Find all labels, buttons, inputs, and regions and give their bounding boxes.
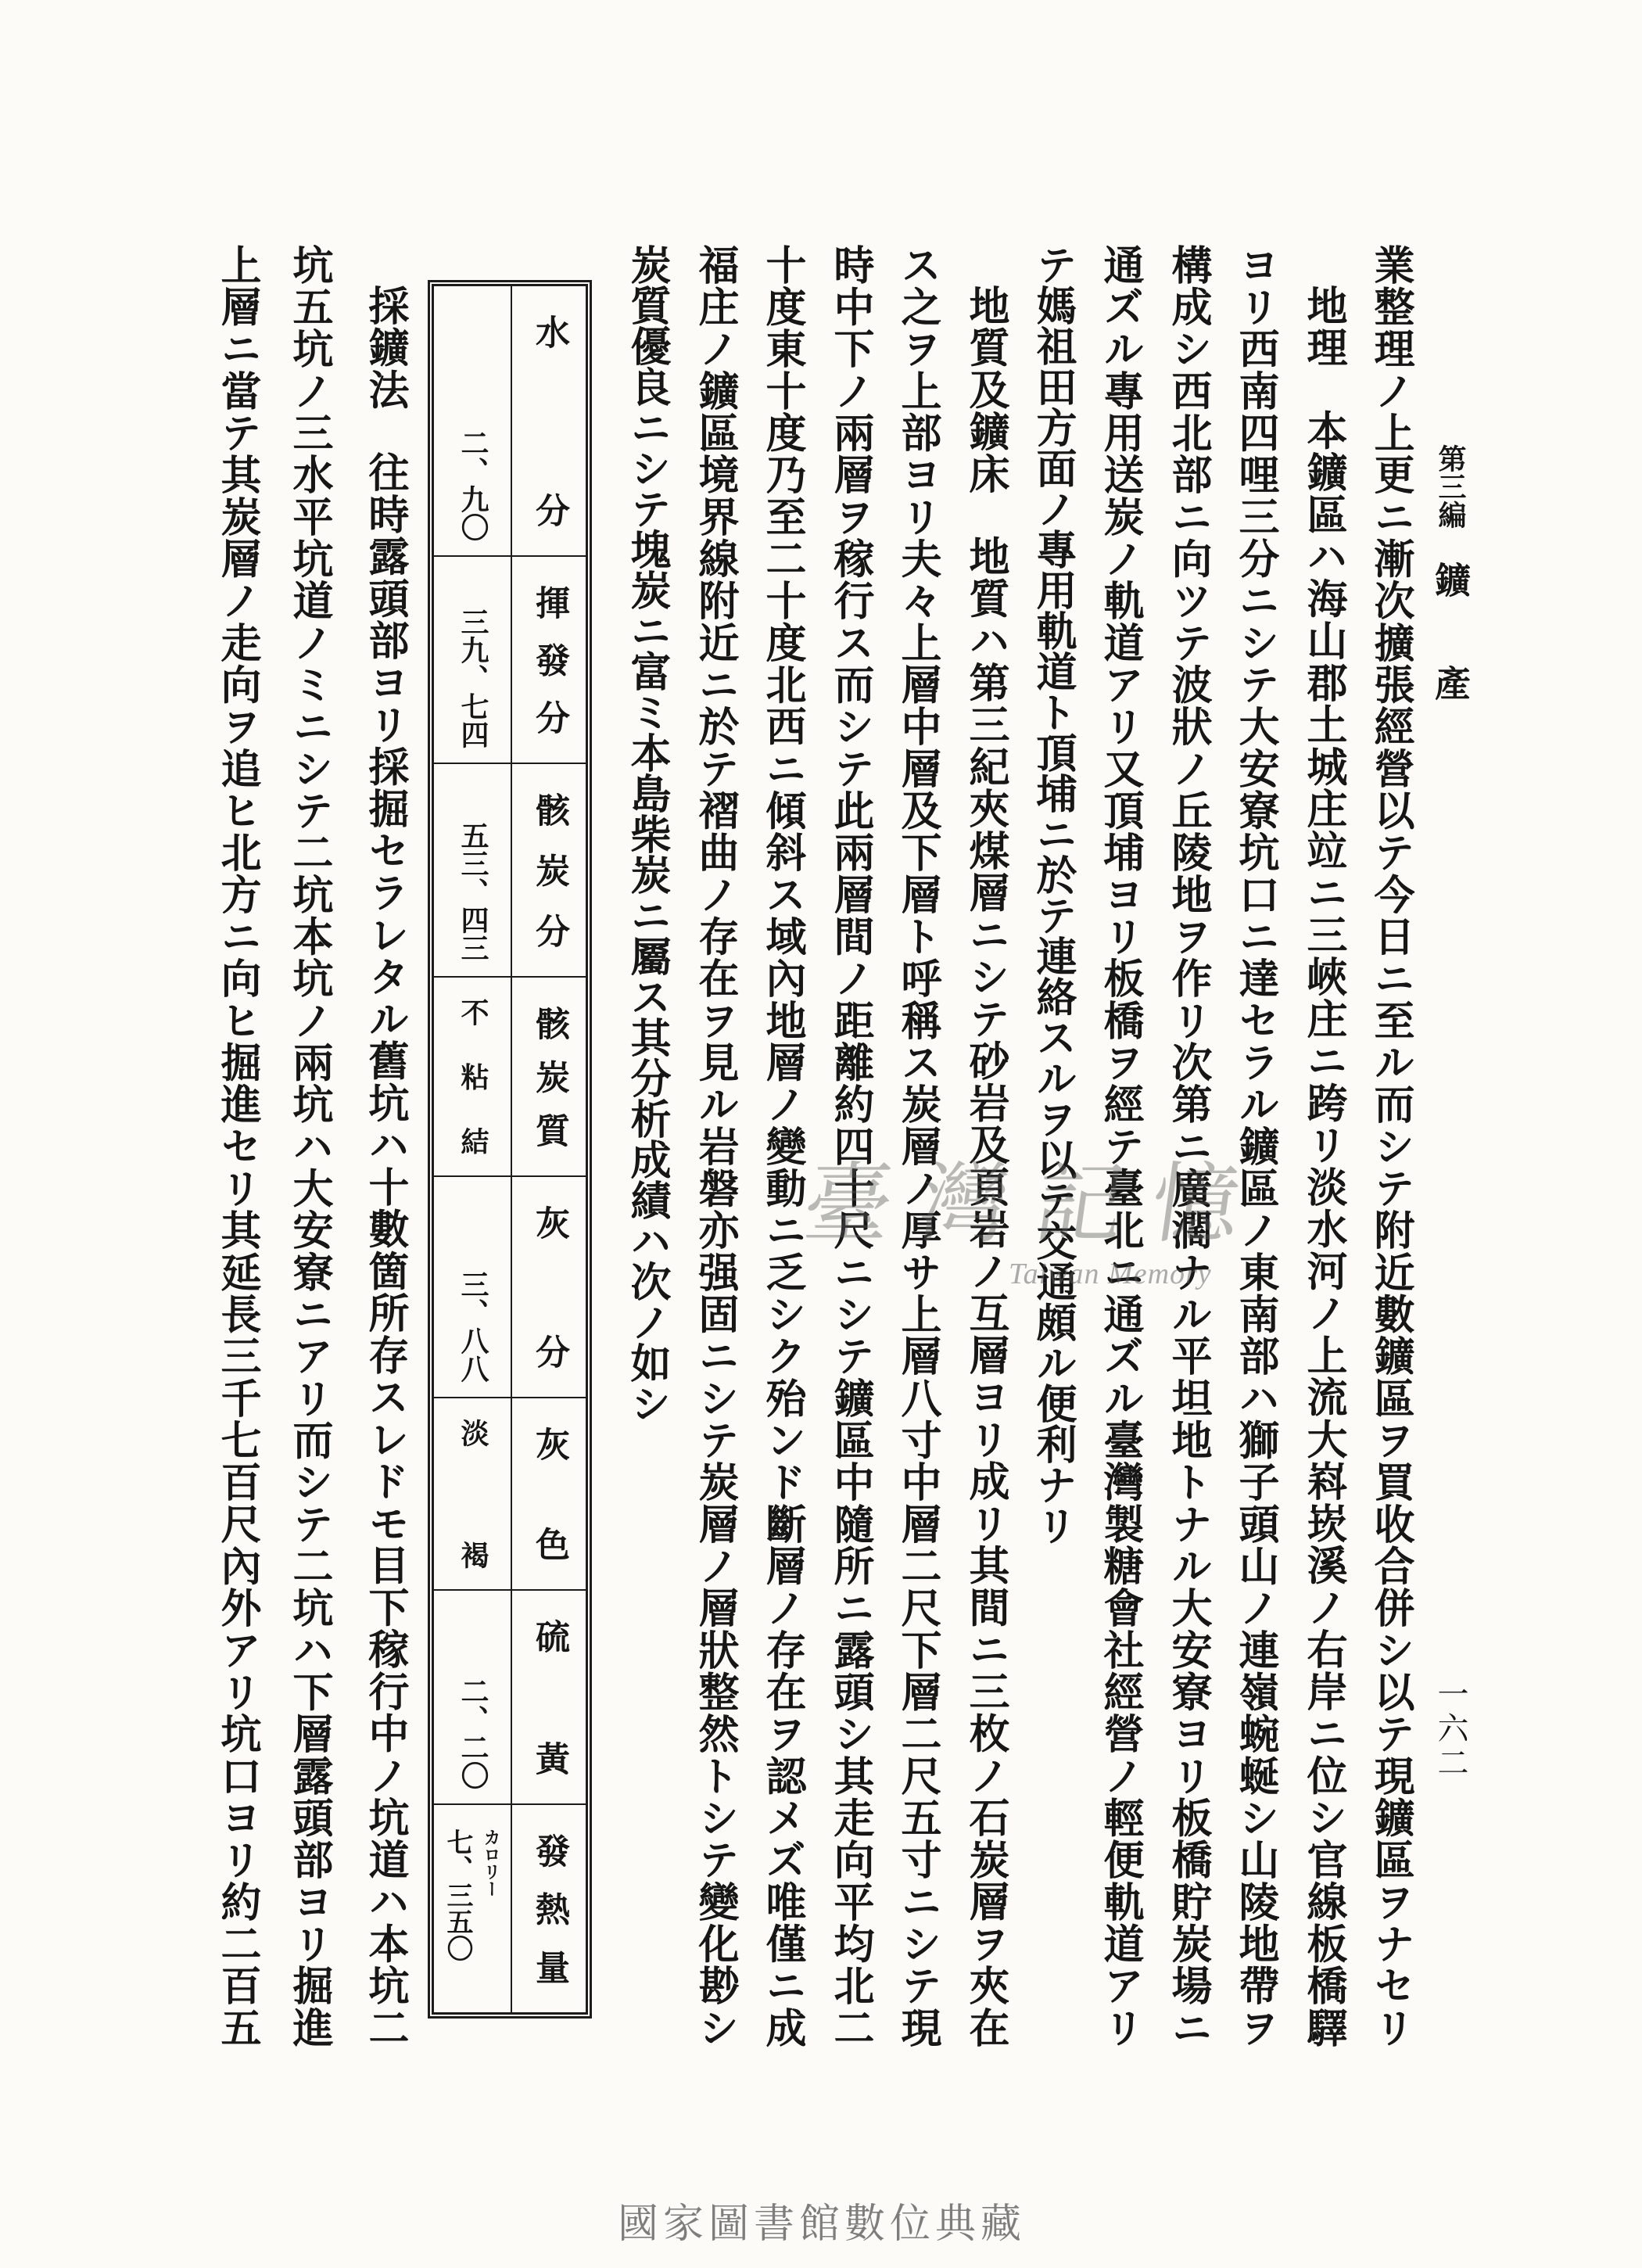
table-row xyxy=(434,557,586,764)
coal-analysis-table xyxy=(428,280,592,2019)
unit-label: カロリー xyxy=(481,1828,501,1897)
text-column: ヨリ西南四哩三分ニシテ大安寮坑口ニ達セラル鑛區ノ東南部ハ獅子頭山ノ連嶺蜿蜒シ山陵地帶ヲ xyxy=(1232,244,1279,2047)
text-column xyxy=(357,244,413,2047)
text-column: テ媽祖田方面ノ專用軌道ト頂埔ニ於テ連絡スルヲ以テ交通頗ル便利ナリ xyxy=(1029,244,1077,1545)
column-text: 本鑛區ハ海山郡土城庄竝ニ三峽庄ニ跨リ淡水河ノ上流大嵙崁溪ノ右岸ニ位シ官線板橋驛 xyxy=(1300,409,1347,2047)
table-row xyxy=(434,764,586,978)
table-row xyxy=(434,1177,586,1398)
text-column: 通ズル專用送炭ノ軌道アリ又頂埔ヨリ板橋ヲ經テ臺北ニ通ズル臺灣製糖會社經營ノ輕便軌道アリ xyxy=(1096,244,1144,2047)
page-number: 一六二 xyxy=(1432,1678,1468,1781)
collection-footer: 國家圖書館數位典藏 xyxy=(618,2201,1027,2248)
table-row xyxy=(434,1591,586,1805)
table-item-value: 五三、四三 xyxy=(457,821,489,962)
text-column: 十度東十度乃至二十度北西ニ傾斜ス域內地層ノ變動ニ乏シク殆ンド斷層ノ存在ヲ認メズ唯僅ニ成 xyxy=(758,244,806,2047)
table-item-value: 三九、七四 xyxy=(457,608,489,748)
table-item-label: 發熱量 xyxy=(511,1805,586,2012)
text-column: 業整理ノ上更ニ漸次擴張經營以テ今日ニ至ル而シテ附近數鑛區ヲ買收合併シ以テ現鑛區ヲナセリ xyxy=(1367,244,1414,2047)
table-item-label: 灰色 xyxy=(511,1398,586,1589)
table-item-label: 水分 xyxy=(511,286,586,555)
table-row xyxy=(434,1805,586,2012)
text-column: 福庄ノ鑛區境界線附近ニ於テ褶曲ノ存在ヲ見ル岩磐亦强固ニシテ炭層ノ層狀整然トシテ變化尠シ xyxy=(691,244,739,2047)
section-heading: 採鑛法 xyxy=(361,285,409,411)
table-row xyxy=(434,978,586,1177)
table-item-value: 七、三五〇 xyxy=(442,1828,473,1961)
chapter-title: 鑛 產 xyxy=(1429,562,1472,716)
table-item-label: 揮發分 xyxy=(511,557,586,763)
text-column: 坑五坑ノ三水平坑道ノミニシテ二坑本坑ノ兩坑ハ大安寮ニアリ而シテ二坑ハ下層露頭部ヨリ掘進 xyxy=(285,244,333,2047)
watermark-title: 臺灣記憶 xyxy=(797,1154,1275,1255)
table-row xyxy=(434,1398,586,1591)
table-value-cell xyxy=(434,1805,511,2012)
table-item-value: 三、八八 xyxy=(457,1270,489,1383)
section-heading: 地質及鑛床 xyxy=(962,285,1009,495)
column-text: 往時露頭部ヨリ採掘セラレタル舊坑ハ十數箇所存スレドモ目下稼行中ノ坑道ハ本坑二 xyxy=(361,451,409,2047)
table-row xyxy=(434,286,586,557)
part-label: 第三編 xyxy=(1434,444,1467,529)
table-item-value: 二、九〇 xyxy=(457,429,489,541)
table-item-value: 淡褐 xyxy=(457,1419,489,1569)
table-item-value: 二、二〇 xyxy=(457,1677,489,1789)
text-column: 時中下ノ兩層ヲ稼行ス而シテ此兩層間ノ距離約四十尺ニシテ鑛區中隨所ニ露頭シ其走向平均北二 xyxy=(826,244,874,2047)
section-heading: 地理 xyxy=(1300,285,1347,369)
table-item-label: 灰分 xyxy=(511,1177,586,1397)
table-item-label: 骸炭質 xyxy=(511,978,586,1175)
watermark-subtitle: Taiwan Memory xyxy=(1009,1258,1212,1290)
table-item-label: 硫黃 xyxy=(511,1591,586,1803)
table-item-value: 不粘結 xyxy=(457,998,489,1155)
text-column: ス之ヲ上部ヨリ夫々上層中層及下層ト呼稱ス炭層ノ厚サ上層八寸中層二尺下層二尺五寸ニシテ現 xyxy=(894,244,941,2047)
text-column xyxy=(957,244,1013,2047)
text-column: 炭質優良ニシテ塊炭ニ富ミ本島柴炭ニ屬ス其分析成績ハ次ノ如シ xyxy=(623,244,671,1423)
text-column: 上層ニ當テ其炭層ノ走向ヲ追ヒ北方ニ向ヒ掘進セリ其延長三千七百尺內外アリ坑口ヨリ約二百五 xyxy=(213,244,261,2047)
text-column: 構成シ西北部ニ向ツテ波狀ノ丘陵地ヲ作リ次第ニ廣濶ナル平坦地トナル大安寮ヨリ板橋貯炭場ニ xyxy=(1164,244,1212,2047)
table-item-label: 骸炭分 xyxy=(511,764,586,976)
text-column xyxy=(1295,244,1351,2047)
column-text: 地質ハ第三紀夾煤層ニシテ砂岩及頁岩ノ互層ヨリ成リ其間ニ三枚ノ石炭層ヲ夾在 xyxy=(962,535,1009,2047)
